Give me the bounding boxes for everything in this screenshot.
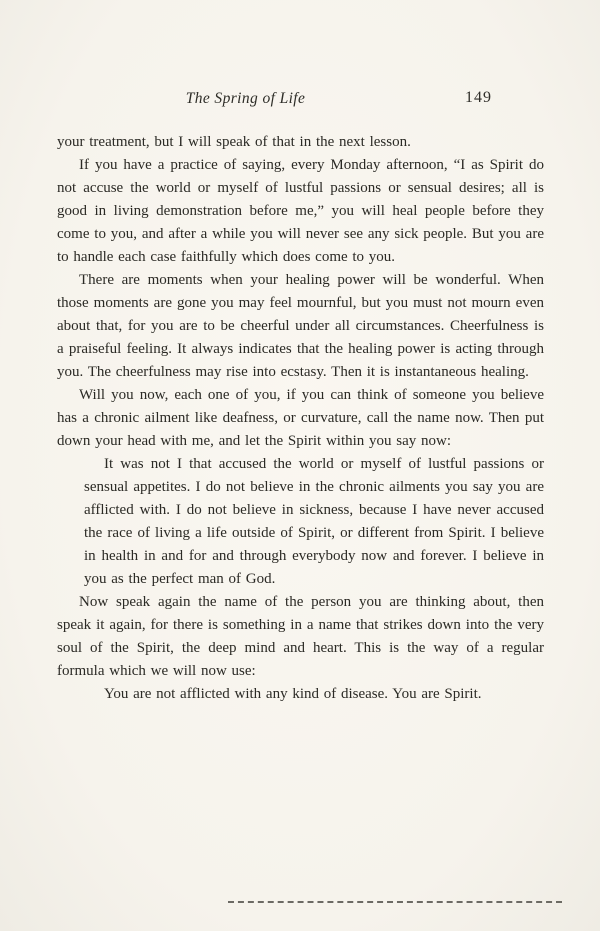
page-number: 149 — [465, 89, 492, 106]
paragraph: Will you now, each one of you, if you can think of someone you believe has a chronic ailment like deafness, or curvature, call the name now. Then put down your head with me, and let the Spirit within you say now: — [57, 387, 544, 449]
running-title: The Spring of Life — [185, 90, 306, 107]
paragraph: your treatment, but I will speak of that in the next lesson. — [57, 134, 411, 150]
quote-paragraph: You are not afflicted with any kind of disease. You are Spirit. — [104, 686, 482, 702]
page-header — [57, 90, 544, 112]
paragraph: If you have a practice of saying, every Monday afternoon, “I as Spirit do not accuse the world or myself of lustful passions or sensual desires; all is good in living demonstration before me,” you will heal people before they come to you, and after a while you will never see any sick people. But you are to handle each case faithfully which does come to you. — [57, 157, 544, 265]
quote-paragraph: It was not I that accused the world or myself of lustful passions or sensual appetites. I do not believe in the chronic ailments you say you are afflicted with. I do not believe in sickness, because I have never accused the race of living a life outside of Spirit, or different from Spirit. I believe in health in and for and through everybody now and forever. I believe in you as the perfect man of God. — [84, 456, 544, 587]
paragraph: Now speak again the name of the person you are thinking about, then speak it again, for there is something in a name that strikes down into the very soul of the Spirit, the deep mind and heart. This is the way of a regular formula which we will now use: — [57, 594, 544, 679]
text-block — [57, 131, 544, 706]
paragraph: There are moments when your healing power will be wonderful. When those moments are gone you may feel mournful, but you must not mourn even about that, for you are to be cheerful under all circumstances. Cheerfulness is a praiseful feeling. It always indicates that the healing power is acting through you. The cheerfulness may rise into ecstasy. Then it is instantaneous healing. — [57, 272, 544, 380]
page-bottom-edge-line — [228, 901, 562, 903]
